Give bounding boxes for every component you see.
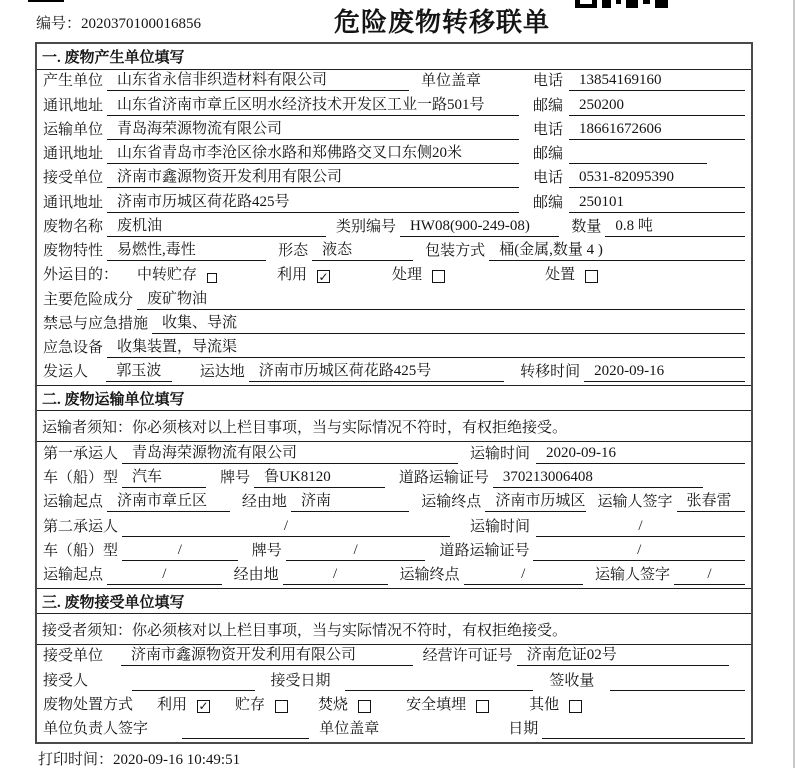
purpose-option-treat xyxy=(392,263,445,285)
emergency-measures-value: 收集、导流 xyxy=(152,311,745,334)
print-time xyxy=(38,748,240,769)
route-end-label: 运输终点 xyxy=(421,494,482,511)
vehicle-type-value: / xyxy=(122,542,238,561)
transporter-value: 青岛海荣源物流有限公司 xyxy=(107,117,519,140)
plate-label: 牌号 xyxy=(251,542,282,559)
transporter-zip-group xyxy=(533,142,745,164)
checkbox-checked: ✓ xyxy=(318,269,329,284)
purpose-option-dispose xyxy=(545,263,598,285)
emergency-equipment-value: 收集装置，导流渠 xyxy=(107,335,745,358)
disposal-row xyxy=(37,694,751,718)
disposal-option-landfill xyxy=(406,693,489,715)
qr-module xyxy=(626,0,638,8)
receipt-row xyxy=(37,669,751,693)
vehicle1-row xyxy=(37,467,751,491)
pack-value: 桶(金属,数量 4 ) xyxy=(489,238,745,261)
date-value xyxy=(542,737,745,739)
checkbox-unchecked xyxy=(432,270,445,283)
waste-props-value: 易燃性,毒性 xyxy=(107,238,266,261)
emergency-measures-row xyxy=(37,313,751,337)
receiving-unit-label: 接受单位 xyxy=(43,648,104,665)
qr-module xyxy=(643,0,650,4)
print-time-value: 2020-09-16 10:49:51 xyxy=(113,752,241,768)
address-value: 济南市历城区荷花路425号 xyxy=(107,190,519,213)
transport-time-label: 运输时间 xyxy=(470,518,531,535)
route-start-label: 运输起点 xyxy=(43,567,104,584)
disposal-option-other xyxy=(529,693,582,715)
option-label: 中转贮存 xyxy=(137,267,198,284)
carrier1-label: 第一承运人 xyxy=(43,445,119,462)
receipt-date-value xyxy=(345,689,534,691)
carrier1-value: 青岛海荣源物流有限公司 xyxy=(122,441,458,464)
emergency-equipment-row xyxy=(37,337,751,361)
vehicle2-row xyxy=(37,540,751,564)
seal-label: 单位盖章 xyxy=(420,73,481,90)
manifest-table xyxy=(35,42,753,744)
route2-row xyxy=(37,564,751,588)
option-label: 处理 xyxy=(392,267,423,284)
plate-label: 牌号 xyxy=(220,469,251,486)
unit-seal-label: 单位盖章 xyxy=(319,721,380,738)
dispatcher-value: 郭玉波 xyxy=(106,359,172,382)
address-label: 通讯地址 xyxy=(43,146,104,163)
operating-license-label: 经营许可证号 xyxy=(422,648,513,665)
zip-value: 250101 xyxy=(569,194,745,213)
road-license-value: / xyxy=(533,542,745,561)
purpose-option-transfer xyxy=(137,263,217,285)
transporter-label: 运输单位 xyxy=(43,121,104,138)
carrier-sign-label: 运输人签字 xyxy=(597,494,673,511)
print-time-label: 打印时间： xyxy=(38,752,114,768)
pack-label: 包装方式 xyxy=(425,243,486,260)
option-label: 贮存 xyxy=(235,696,266,713)
qr-module xyxy=(655,0,668,8)
carrier1-row xyxy=(37,442,751,466)
receiving-unit-row xyxy=(37,645,751,669)
route-end-value: 济南市历城区 xyxy=(485,489,585,512)
section-2-header: 二. 废物运输单位填写 xyxy=(37,385,751,411)
waste-name-label: 废物名称 xyxy=(43,218,104,235)
checkbox-unchecked xyxy=(585,270,598,283)
address-value: 山东省济南市章丘区明水经济技术开发区工业一路501号 xyxy=(107,93,519,116)
carrier-sign-label: 运输人签字 xyxy=(594,567,670,584)
receiver-phone-group xyxy=(533,166,745,188)
route-end-value: / xyxy=(464,566,583,585)
disposal-option-store xyxy=(235,693,288,715)
address-label: 通讯地址 xyxy=(43,97,104,114)
producer-row xyxy=(37,70,751,94)
waste-props-row xyxy=(37,240,751,264)
disposal-option-incinerate xyxy=(318,693,371,715)
responsible-sign-value xyxy=(182,737,309,739)
checkbox-unchecked xyxy=(569,700,582,713)
waste-props-label: 废物特性 xyxy=(43,243,104,260)
destination-value: 济南市历城区荷花路425号 xyxy=(249,359,504,382)
receiver-zip-group xyxy=(533,191,745,213)
address-value: 山东省青岛市李沧区徐水路和郑佛路交叉口东侧20米 xyxy=(107,141,519,164)
road-license-label: 道路运输证号 xyxy=(439,542,530,559)
checkbox-unchecked xyxy=(476,700,489,713)
zip-value xyxy=(569,162,707,164)
receiver-value: 济南市鑫源物资开发利用有限公司 xyxy=(107,165,519,188)
qr-finder-block xyxy=(575,0,597,8)
waste-code-label: 类别编号 xyxy=(335,218,396,235)
receiver-label: 接受单位 xyxy=(43,170,104,187)
producer-value: 山东省永信非织造材料有限公司 xyxy=(107,68,409,91)
route-via-label: 经由地 xyxy=(233,567,279,584)
recipient-label: 接受人 xyxy=(43,672,89,689)
route-start-value: 济南市章丘区 xyxy=(107,489,230,512)
hazard-row xyxy=(37,288,751,312)
transfer-time-label: 转移时间 xyxy=(520,364,581,381)
route-via-value: / xyxy=(283,566,388,585)
serial-label: 编号： xyxy=(36,16,82,32)
dispatch-row xyxy=(37,361,751,385)
zip-value: 250200 xyxy=(569,97,745,116)
transport-time-value: 2020-09-16 xyxy=(536,445,745,464)
route-start-value: / xyxy=(107,566,222,585)
waste-code-value: HW08(900-249-08) xyxy=(400,218,559,237)
qr-code-fragment xyxy=(575,0,668,8)
route-via-value: 济南 xyxy=(291,489,409,512)
qr-module xyxy=(616,0,621,4)
carrier2-label: 第二承运人 xyxy=(43,518,119,535)
plate-value: / xyxy=(286,542,426,561)
hazard-value: 废矿物油 xyxy=(137,287,745,310)
waste-name-row xyxy=(37,216,751,240)
waste-name-value: 废机油 xyxy=(107,214,326,237)
transporter-address-row xyxy=(37,143,751,167)
receiver-row xyxy=(37,167,751,191)
dispatcher-label: 发运人 xyxy=(43,364,89,381)
phone-label: 电话 xyxy=(533,170,564,187)
receiver-notice: 接受者须知：你必须核对以上栏目事项，当与实际情况不符时，有权拒绝接受。 xyxy=(37,614,751,645)
transporter-phone-group xyxy=(533,118,745,140)
qr-module xyxy=(602,0,611,8)
operating-license-value: 济南危证02号 xyxy=(517,643,729,666)
checkbox-checked: ✓ xyxy=(198,699,209,714)
option-label: 利用 xyxy=(277,267,308,284)
carrier2-time-group xyxy=(470,515,745,537)
checkbox-unchecked xyxy=(358,700,371,713)
carrier-sign-value: / xyxy=(674,566,745,585)
producer-address-row xyxy=(37,94,751,118)
serial-number xyxy=(36,12,201,33)
carrier-sign-value: 张春雷 xyxy=(677,489,745,512)
option-label: 利用 xyxy=(157,696,188,713)
carrier2-value: / xyxy=(122,518,450,537)
route-via-label: 经由地 xyxy=(241,494,287,511)
date-label: 日期 xyxy=(508,721,539,738)
address-label: 通讯地址 xyxy=(43,194,104,211)
responsible-sign-label: 单位负责人签字 xyxy=(43,721,149,738)
recipient-value xyxy=(132,689,255,691)
waste-qty-value: 0.8 吨 xyxy=(605,214,745,237)
phone-value: 0531-82095390 xyxy=(569,169,745,188)
plate-value: 鲁UK8120 xyxy=(254,465,385,488)
option-label: 其他 xyxy=(529,696,560,713)
serial-value: 2020370100016856 xyxy=(81,16,202,32)
phone-label: 电话 xyxy=(533,121,564,138)
option-label: 处置 xyxy=(545,267,576,284)
waste-form-label: 形态 xyxy=(278,243,309,260)
responsible-sign-row xyxy=(37,718,751,742)
screen-edge-artifact xyxy=(28,0,64,2)
vehicle-type-value: 汽车 xyxy=(122,465,206,488)
waste-qty-label: 数量 xyxy=(571,218,602,235)
vehicle-type-label: 车（船）型 xyxy=(43,469,119,486)
producer-zip-group xyxy=(533,94,745,116)
transporter-row xyxy=(37,119,751,143)
purpose-row xyxy=(37,264,751,288)
section-1-header: 一. 废物产生单位填写 xyxy=(37,44,751,70)
checkbox-unchecked xyxy=(207,273,217,283)
transfer-time-value: 2020-09-16 xyxy=(584,363,745,382)
purpose-option-use xyxy=(277,263,330,285)
transport-time-value: / xyxy=(536,518,745,537)
disposal-option-use xyxy=(157,693,210,715)
emergency-equipment-label: 应急设备 xyxy=(43,340,104,357)
option-label: 焚烧 xyxy=(318,696,349,713)
producer-label: 产生单位 xyxy=(43,73,104,90)
route-start-label: 运输起点 xyxy=(43,494,104,511)
window-edge-line xyxy=(793,0,795,768)
disposal-label: 废物处置方式 xyxy=(43,696,134,713)
purpose-label: 外运目的： xyxy=(43,267,119,284)
carrier1-time-group xyxy=(470,442,745,464)
received-qty-label: 签收量 xyxy=(549,672,595,689)
receiving-unit-value: 济南市鑫源物资开发利用有限公司 xyxy=(121,643,413,666)
zip-label: 邮编 xyxy=(533,194,564,211)
emergency-measures-label: 禁忌与应急措施 xyxy=(43,315,149,332)
received-qty-value xyxy=(610,689,745,691)
option-label: 安全填埋 xyxy=(406,696,467,713)
phone-value: 18661672606 xyxy=(569,121,745,140)
producer-phone-group xyxy=(533,69,745,91)
checkbox-unchecked xyxy=(275,700,288,713)
destination-label: 运达地 xyxy=(199,364,245,381)
waste-form-value: 液态 xyxy=(312,238,413,261)
section-3-header: 三. 废物接受单位填写 xyxy=(37,588,751,614)
page-title: 危险废物转移联单 xyxy=(334,8,551,37)
route-end-label: 运输终点 xyxy=(399,567,460,584)
vehicle-type-label: 车（船）型 xyxy=(43,542,119,559)
route1-row xyxy=(37,491,751,515)
transport-time-label: 运输时间 xyxy=(470,445,531,462)
phone-label: 电话 xyxy=(533,73,564,90)
receipt-date-label: 接受日期 xyxy=(270,672,331,689)
receiver-address-row xyxy=(37,191,751,215)
road-license-label: 道路运输证号 xyxy=(398,469,489,486)
road-license-value: 370213006408 xyxy=(493,469,703,488)
zip-label: 邮编 xyxy=(533,146,564,163)
zip-label: 邮编 xyxy=(533,97,564,114)
transporter-notice: 运输者须知：你必须核对以上栏目事项，当与实际情况不符时，有权拒绝接受。 xyxy=(37,411,751,442)
phone-value: 13854169160 xyxy=(569,72,745,91)
carrier2-row xyxy=(37,515,751,539)
hazard-label: 主要危险成分 xyxy=(43,291,134,308)
